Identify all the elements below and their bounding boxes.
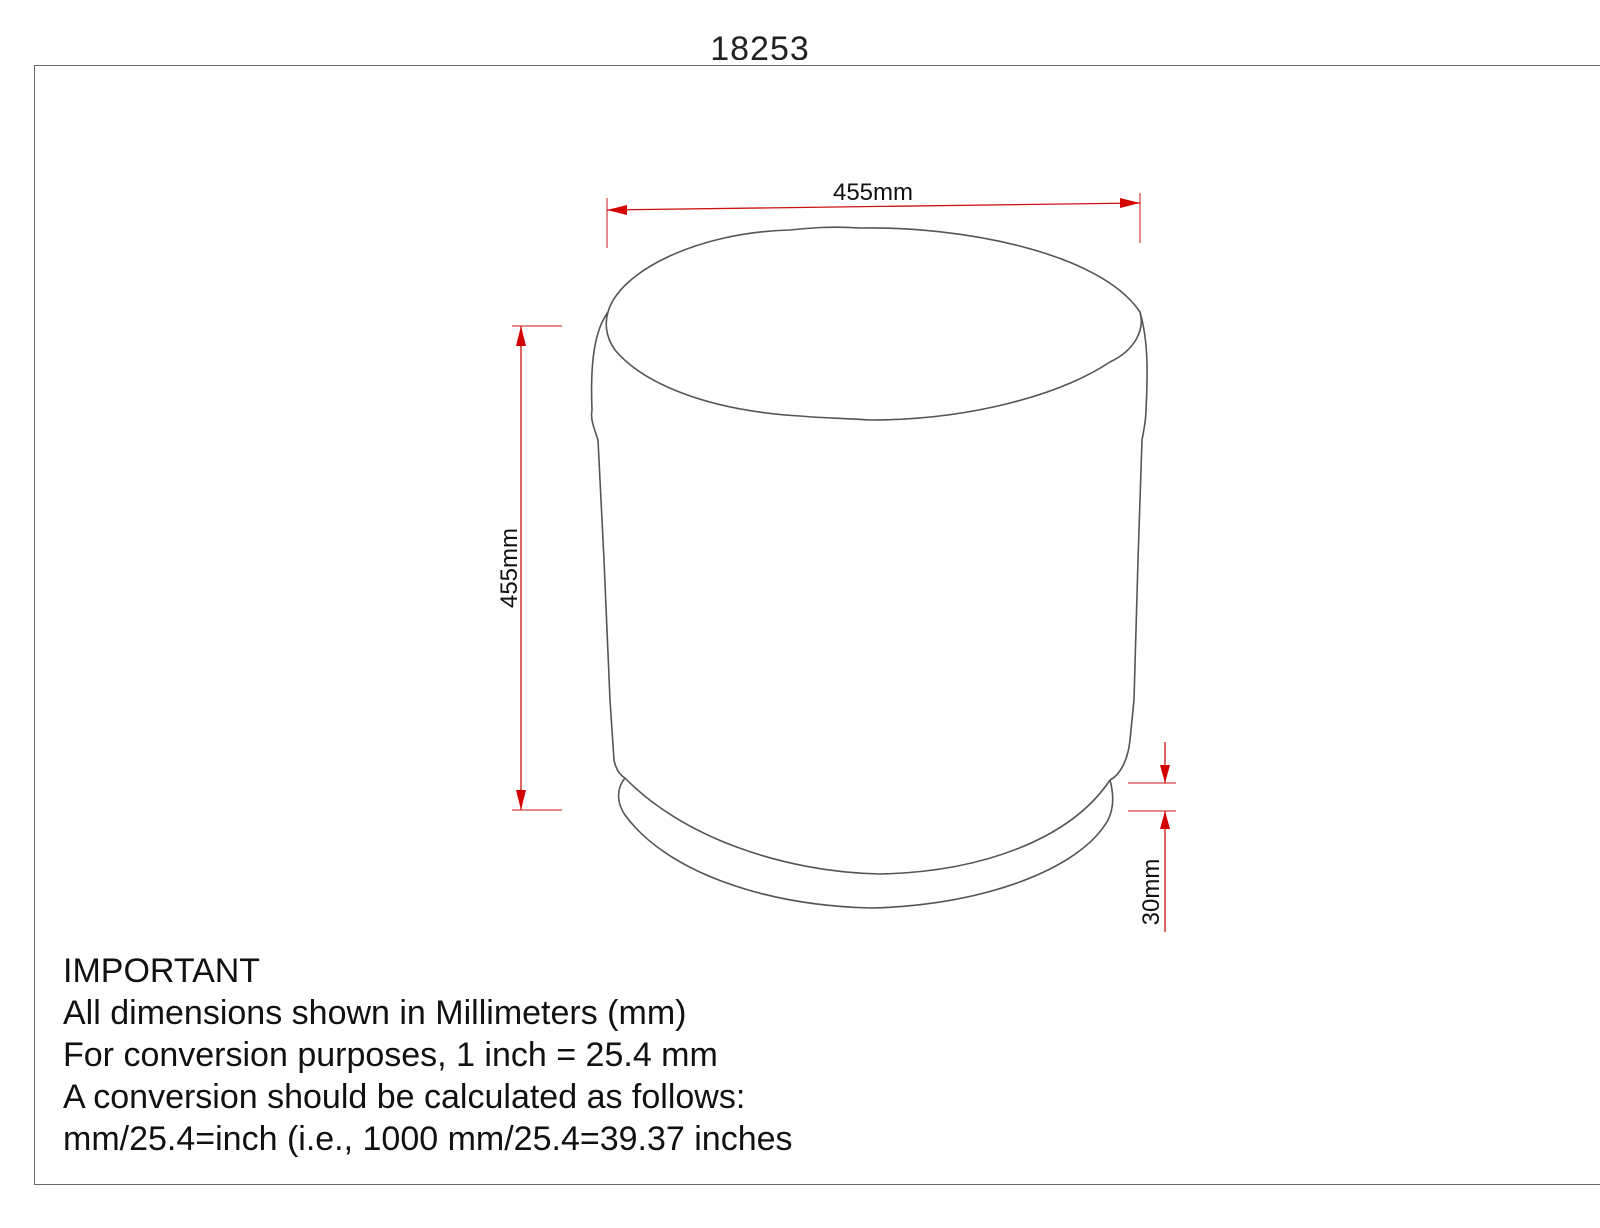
base-arrow-top-icon (1160, 765, 1170, 783)
notes-line-3: A conversion should be calculated as follows: (63, 1078, 746, 1116)
width-arrow-left-icon (607, 205, 627, 215)
ottoman-base (619, 778, 1113, 908)
notes-line-1: All dimensions shown in Millimeters (mm) (63, 994, 687, 1032)
base-arrow-bottom-icon (1160, 811, 1170, 829)
height-arrow-top-icon (516, 326, 526, 346)
width-arrow-right-icon (1120, 198, 1140, 208)
ottoman-outline (592, 227, 1148, 908)
ottoman-top (606, 227, 1141, 420)
base-dimension (1128, 742, 1176, 932)
important-notes (63, 950, 963, 1160)
ottoman-body-bottom (625, 778, 1110, 874)
ottoman-right-side (1110, 312, 1147, 780)
ottoman-left-side (592, 312, 625, 778)
notes-line-4: mm/25.4=inch (i.e., 1000 mm/25.4=39.37 inches (63, 1120, 793, 1158)
model-number: 18253 (710, 30, 810, 60)
height-label: 455mm (496, 527, 523, 609)
base-label: 30mm (1138, 858, 1165, 926)
height-dimension (496, 326, 562, 810)
height-arrow-bottom-icon (516, 790, 526, 810)
width-label: 455mm (832, 179, 914, 206)
notes-heading: IMPORTANT (63, 952, 261, 990)
width-dimension (607, 179, 1140, 248)
notes-line-2: For conversion purposes, 1 inch = 25.4 mm (63, 1036, 718, 1074)
